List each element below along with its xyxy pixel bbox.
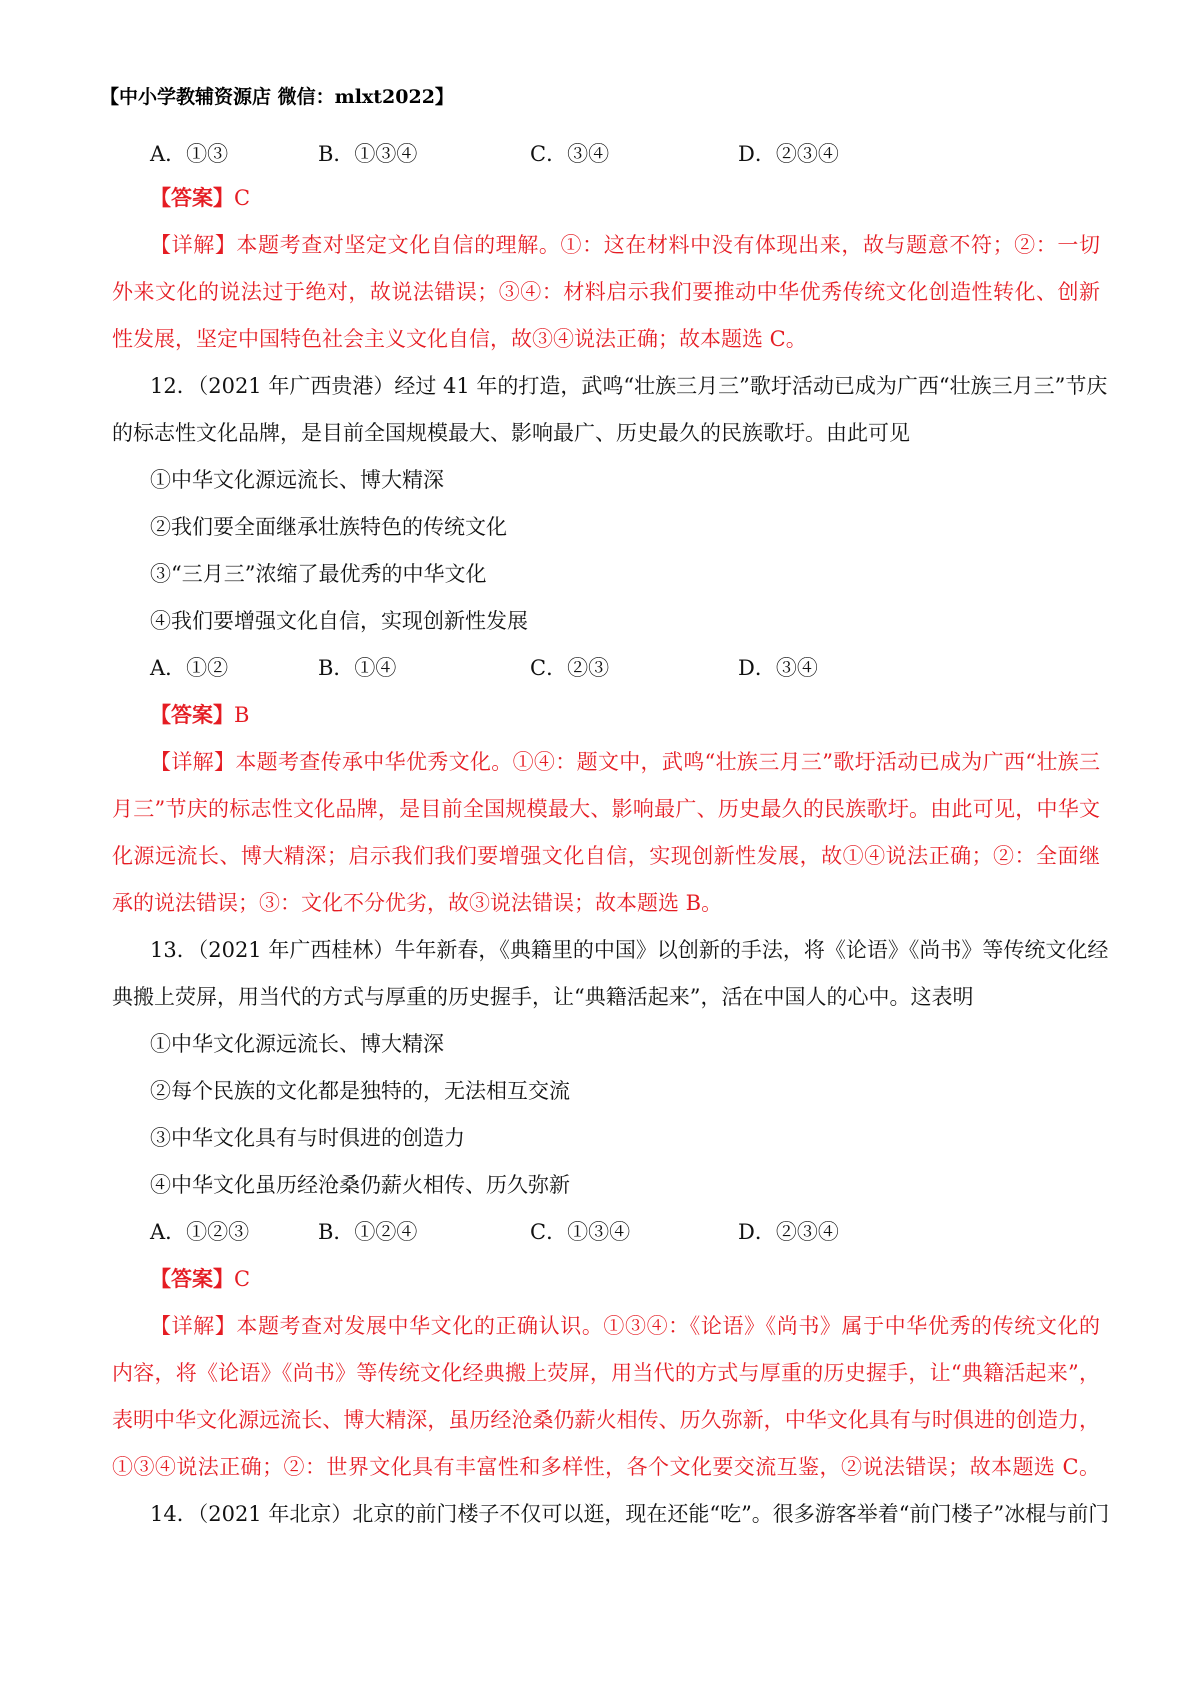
q12-detail-line: 承的说法错误；③：文化不分优劣，故③说法错误；故本题选 B。 (112, 891, 723, 915)
q13-choice-4: ④中华文化虽历经沧桑仍薪火相传、历久弥新 (150, 1173, 570, 1197)
option-a: A．①②③ (150, 1220, 250, 1244)
option-d: D．②③④ (738, 1220, 839, 1244)
option-c: C．③④ (530, 142, 610, 166)
q12-options (150, 644, 1100, 692)
option-a: A．①② (150, 656, 229, 680)
option-d: D．②③④ (738, 142, 839, 166)
q11-detail-line: 外来文化的说法过于绝对，故说法错误；③④：材料启示我们要推动中华优秀传统文化创造性转化、创新 (112, 280, 1100, 304)
option-c: C．②③ (530, 656, 610, 680)
q13-detail-line: 【详解】本题考查对发展中华文化的正确认识。①③④：《论语》《尚书》属于中华优秀的传统文化的 (150, 1314, 1100, 1338)
page-header: 【中小学教辅资源店 微信：mlxt2022】 (100, 86, 454, 108)
q11-detail-line: 【详解】本题考查对坚定文化自信的理解。①：这在材料中没有体现出来，故与题意不符；②：一切 (150, 233, 1100, 257)
answer-tag: 【答案】 (150, 185, 234, 210)
option-c: C．①③④ (530, 1220, 631, 1244)
q13-stem-line: 典搬上荧屏，用当代的方式与厚重的历史握手，让“典籍活起来”，活在中国人的心中。这表明 (112, 985, 974, 1009)
q12-stem-line: 12．（2021 年广西贵港）经过 41 年的打造，武鸣“壮族三月三”歌圩活动已成为广西“壮族三月三”节庆 (150, 374, 1108, 398)
option-d: D．③④ (738, 656, 818, 680)
q13-choice-3: ③中华文化具有与时俱进的创造力 (150, 1126, 465, 1150)
option-b: B．①②④ (318, 1220, 418, 1244)
answer-value: C (234, 186, 251, 210)
answer-value: C (234, 1267, 251, 1291)
q12-choice-3: ③“三月三”浓缩了最优秀的中华文化 (150, 562, 487, 586)
q11-answer (150, 174, 1100, 222)
option-b: B．①④ (318, 656, 397, 680)
q13-detail-line: ①③④说法正确；②：世界文化具有丰富性和多样性，各个文化要交流互鉴，②说法错误；故本题选 C。 (112, 1455, 1100, 1479)
q12-stem-line: 的标志性文化品牌，是目前全国规模最大、影响最广、历史最久的民族歌圩。由此可见 (112, 421, 910, 445)
q11-detail-line: 性发展，坚定中国特色社会主义文化自信，故③④说法正确；故本题选 C。 (112, 327, 807, 351)
q12-choice-1: ①中华文化源远流长、博大精深 (150, 468, 444, 492)
q13-detail-line: 内容，将《论语》《尚书》等传统文化经典搬上荧屏，用当代的方式与厚重的历史握手，让“典籍活起来”， (112, 1361, 1100, 1385)
option-a: A．①③ (150, 142, 229, 166)
option-b: B．①③④ (318, 142, 418, 166)
q12-detail-line: 【详解】本题考查传承中华优秀文化。①④：题文中，武鸣“壮族三月三”歌圩活动已成为广西“壮族三 (150, 750, 1100, 774)
q13-options (150, 1208, 1100, 1256)
q14-stem-line: 14．（2021 年北京）北京的前门楼子不仅可以逛，现在还能“吃”。很多游客举着“前门楼子”冰棍与前门 (150, 1502, 1110, 1526)
q12-detail-line: 月三”节庆的标志性文化品牌，是目前全国规模最大、影响最广、历史最久的民族歌圩。由此可见，中华文 (112, 797, 1100, 821)
q13-detail-line: 表明中华文化源远流长、博大精深，虽历经沧桑仍薪火相传、历久弥新，中华文化具有与时俱进的创造力， (112, 1408, 1100, 1432)
answer-tag: 【答案】 (150, 702, 234, 727)
q13-stem-line: 13．（2021 年广西桂林）牛年新春，《典籍里的中国》以创新的手法，将《论语》《尚书》等传统文化经 (150, 938, 1109, 962)
q13-choice-2: ②每个民族的文化都是独特的，无法相互交流 (150, 1079, 570, 1103)
q13-answer (150, 1255, 1100, 1303)
q11-options (150, 130, 1100, 178)
q12-choice-2: ②我们要全面继承壮族特色的传统文化 (150, 515, 507, 539)
q12-detail-line: 化源远流长、博大精深；启示我们我们要增强文化自信，实现创新性发展，故①④说法正确；②：全面继 (112, 844, 1100, 868)
q12-answer (150, 691, 1100, 739)
q13-choice-1: ①中华文化源远流长、博大精深 (150, 1032, 444, 1056)
answer-tag: 【答案】 (150, 1266, 234, 1291)
answer-value: B (234, 703, 250, 727)
q12-choice-4: ④我们要增强文化自信，实现创新性发展 (150, 609, 528, 633)
